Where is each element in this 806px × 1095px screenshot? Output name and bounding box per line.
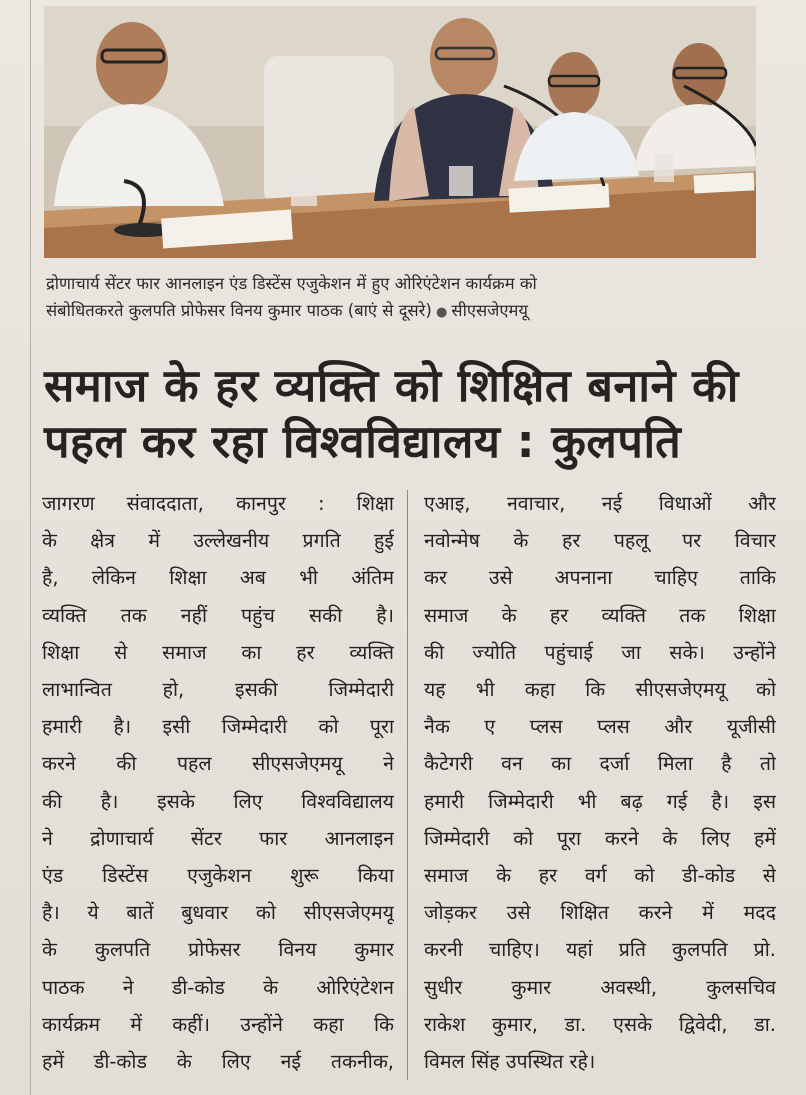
article-line: हमारी है। इसी जिम्मेदारी को पूरा	[42, 715, 394, 739]
article-line: एंड डिस्टेंस एजुकेशन शुरू किया	[42, 864, 394, 888]
article-line: कर उसे अपनाना चाहिए ताकि	[424, 566, 776, 590]
article-line: है। ये बातें बुधवार को सीएसजेएमयू	[42, 901, 394, 925]
article-line: जोड़कर उसे शिक्षित करने में मदद	[424, 901, 776, 925]
article-line: नैक ए प्लस प्लस और यूजीसी	[424, 715, 776, 739]
article-line: है, लेकिन शिक्षा अब भी अंतिम	[42, 566, 394, 590]
article-line: के क्षेत्र में उल्लेखनीय प्रगति हुई	[42, 529, 394, 553]
photo-caption	[46, 270, 758, 326]
article-line: के कुलपति प्रोफेसर विनय कुमार	[42, 938, 394, 962]
headline	[44, 358, 774, 470]
article-column-right	[424, 485, 776, 1080]
article-line: शिक्षा से समाज का हर व्यक्ति	[42, 640, 394, 664]
article-line: सुधीर कुमार अवस्थी, कुलसचिव	[424, 975, 776, 999]
article-line: विमल सिंह उपस्थित रहे।	[424, 1050, 596, 1074]
page-fold-line	[30, 0, 31, 1095]
article-line: यह भी कहा कि सीएसजेएमयू को	[424, 678, 776, 702]
article-line: लाभान्वित हो, इसकी जिम्मेदारी	[42, 678, 394, 702]
photo-illustration	[44, 6, 756, 258]
article-line: ने द्रोणाचार्य सेंटर फार आनलाइन	[42, 826, 394, 850]
article-line: कैटेगरी वन का दर्जा मिला है तो	[424, 752, 776, 776]
article-line: समाज के हर वर्ग को डी-कोड से	[424, 864, 776, 888]
article-line: समाज के हर व्यक्ति तक शिक्षा	[424, 603, 776, 627]
column-divider	[407, 490, 408, 1080]
headline-line-2: पहल कर रहा विश्वविद्यालय : कुलपति	[44, 415, 682, 468]
article-line: एआइ, नवाचार, नई विधाओं और	[424, 492, 776, 515]
article-line: जिम्मेदारी को पूरा करने के लिए हमें	[424, 826, 776, 850]
article-line: हमारी जिम्मेदारी भी बढ़ गई है। इस	[424, 789, 776, 813]
article-line: जागरण संवाददाता, कानपुर : शिक्षा	[42, 492, 394, 515]
article-line: कार्यक्रम में कहीं। उन्होंने कहा कि	[42, 1012, 394, 1036]
article-line: की है। इसके लिए विश्वविद्यालय	[42, 789, 394, 813]
article-line: पाठक ने डी-कोड के ओरिएंटेशन	[42, 975, 394, 999]
article-line: करने की पहल सीएसजेएमयू ने	[42, 752, 394, 776]
article-line: व्यक्ति तक नहीं पहुंच सकी है।	[42, 603, 394, 627]
article-line: की ज्योति पहुंचाई जा सके। उन्होंने	[424, 640, 776, 664]
article-line: हमें डी-कोड के लिए नई तकनीक,	[42, 1050, 394, 1074]
article-column-left	[42, 485, 394, 1080]
bullet-icon: ●	[431, 305, 452, 320]
article-line: नवोन्मेष के हर पहलू पर विचार	[424, 529, 776, 553]
caption-line-1: द्रोणाचार्य सेंटर फार आनलाइन एंड डिस्टेंस एजुकेशन में हुए ओरिएंटेशन कार्यक्रम को	[46, 274, 537, 293]
news-photo	[44, 6, 756, 258]
headline-line-1: समाज के हर व्यक्ति को शिक्षित बनाने की	[44, 359, 739, 412]
photo-credit: सीएसजेएमयू	[451, 301, 528, 320]
article-line: करनी चाहिए। यहां प्रति कुलपति प्रो.	[424, 938, 776, 962]
article-line: राकेश कुमार, डा. एसके द्विवेदी, डा.	[424, 1012, 776, 1036]
caption-line-2-text: संबोधितकरते कुलपति प्रोफेसर विनय कुमार पाठक (बाएं से दूसरे)	[46, 301, 432, 320]
caption-line-2	[46, 297, 758, 326]
